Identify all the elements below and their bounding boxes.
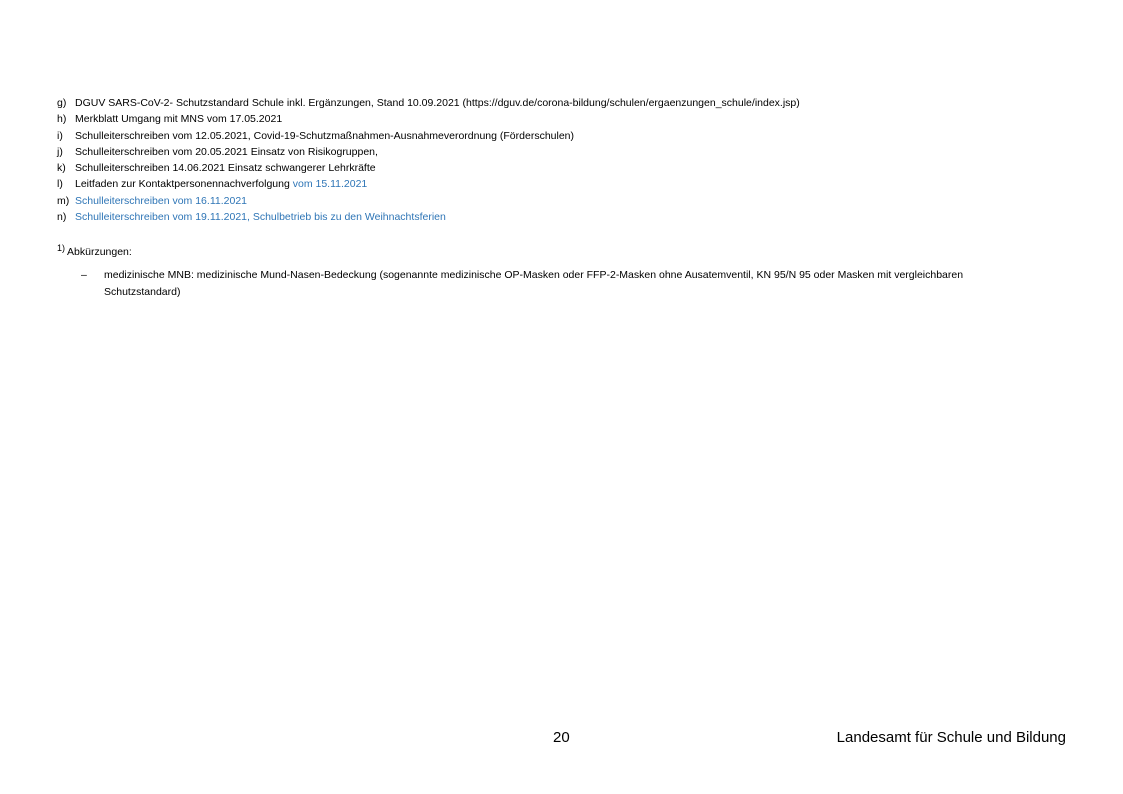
reference-item-k [57, 160, 1057, 176]
abbreviations-heading-text: Abkürzungen: [67, 246, 132, 258]
reference-marker: m) [57, 194, 70, 207]
reference-text-plain: Schulleiterschreiben vom 20.05.2021 Einsatz von Risikogruppen, [75, 145, 378, 158]
reference-item-n [57, 209, 1057, 225]
reference-marker: g) [57, 97, 67, 109]
reference-text [75, 176, 367, 192]
reference-text [75, 128, 574, 144]
reference-item-g [57, 95, 1057, 111]
footer-organization: Landesamt für Schule und Bildung [836, 729, 1066, 746]
reference-item-m [57, 193, 1057, 209]
reference-link[interactable]: vom 15.11.2021 [292, 178, 368, 191]
reference-marker: n) [57, 211, 67, 224]
reference-marker: k) [57, 162, 66, 175]
reference-list [57, 95, 1057, 225]
reference-link[interactable]: Schulleiterschreiben vom 16.11.2021 [75, 194, 247, 207]
reference-text-plain: Schulleiterschreiben 14.06.2021 Einsatz schwangerer Lehrkräfte [75, 162, 376, 175]
reference-text [75, 209, 446, 225]
abbreviation-text: medizinische MNB: medizinische Mund-Nasen-Bedeckung (sogenannte medizinische OP-Masken oder FFP-2-Masken ohne Ausatemventil, KN 95/N 95 oder Masken mit vergleichbaren Schutzstandard) [104, 269, 964, 298]
reference-marker: i) [57, 129, 63, 142]
reference-item-j [57, 144, 1057, 160]
abbreviations-section [57, 240, 1057, 301]
reference-item-l [57, 176, 1057, 192]
footnote-marker: 1) [57, 243, 66, 253]
reference-text [75, 144, 378, 160]
dash-bullet: – [81, 269, 87, 281]
reference-marker: h) [57, 113, 67, 126]
reference-text [75, 193, 247, 209]
reference-item-i [57, 128, 1057, 144]
reference-text-plain: DGUV SARS-CoV-2- Schutzstandard Schule inkl. Ergänzungen, Stand 10.09.2021 (https://dguv.de/corona-bildung/schulen/ergaenzungen_schule/index.jsp) [75, 97, 800, 109]
reference-item-h [57, 111, 1057, 127]
abbreviation-item [57, 267, 1057, 301]
page-number: 20 [553, 729, 570, 746]
reference-text [75, 160, 376, 176]
reference-marker: j) [57, 145, 63, 158]
reference-link[interactable]: Schulleiterschreiben vom 19.11.2021, Schulbetrieb bis zu den Weihnachtsferien [75, 211, 446, 224]
reference-text-plain: Leitfaden zur Kontaktpersonennachverfolgung [75, 178, 293, 191]
reference-text-plain: Schulleiterschreiben vom 12.05.2021, Covid-19-Schutzmaßnahmen-Ausnahmeverordnung (Förderschulen) [75, 129, 575, 142]
reference-text-plain: Merkblatt Umgang mit MNS vom 17.05.2021 [75, 113, 283, 126]
reference-text [75, 95, 800, 111]
reference-marker: l) [57, 178, 63, 191]
reference-text [75, 111, 282, 127]
abbreviations-heading [57, 240, 1057, 260]
